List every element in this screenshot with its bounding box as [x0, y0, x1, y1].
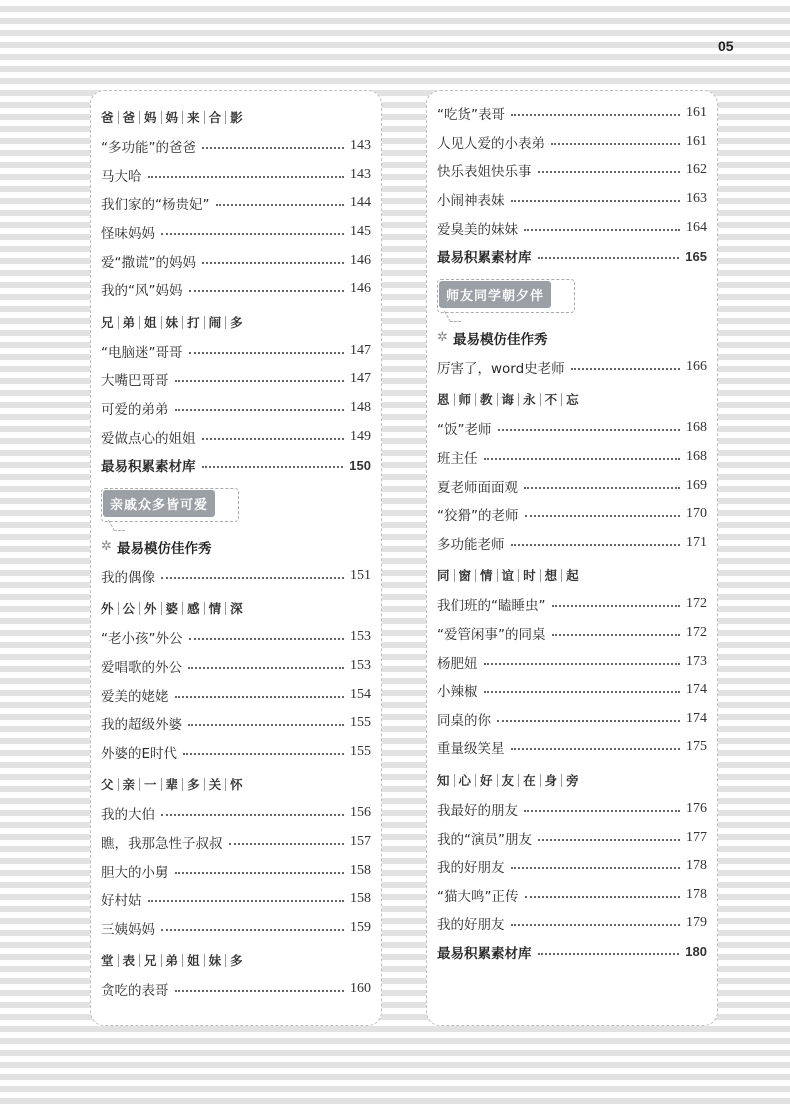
heading-char: 妹 — [205, 954, 227, 967]
entry-page-number: 172 — [686, 596, 707, 612]
entry-title: 三姨妈妈 — [101, 921, 155, 938]
entry-title: 我的“演员”朋友 — [437, 831, 532, 848]
dot-leader — [189, 290, 345, 292]
dot-leader — [188, 667, 344, 669]
toc-entry[interactable] — [101, 132, 371, 161]
entry-title: 好村姑 — [101, 893, 142, 910]
entry-page-number: 165 — [685, 248, 707, 264]
entry-title: 马大哈 — [101, 168, 142, 185]
entry-title: 贪吃的表哥 — [101, 983, 169, 1000]
heading-char: 兄 — [101, 316, 119, 329]
entry-page-number: 179 — [686, 915, 707, 931]
heading-char: 心 — [455, 774, 477, 787]
entry-title: 我最好的朋友 — [437, 802, 518, 819]
entry-page-number: 172 — [686, 625, 707, 641]
dot-leader — [524, 810, 680, 812]
category-tag — [437, 271, 707, 323]
entry-title: “饭”老师 — [437, 422, 492, 439]
section-heading — [437, 557, 707, 590]
entry-title: 外婆的E时代 — [101, 745, 178, 762]
entry-page-number: 171 — [686, 534, 707, 550]
dot-leader — [202, 438, 345, 440]
toc-entry[interactable] — [437, 471, 707, 500]
toc-entry[interactable] — [101, 975, 371, 1004]
entry-title: 爱臭美的妹妹 — [437, 221, 518, 238]
toc-entry[interactable] — [437, 185, 707, 214]
entry-title: 我们班的“瞌睡虫” — [437, 598, 546, 615]
toc-entry[interactable] — [101, 422, 371, 451]
dot-leader — [538, 953, 680, 955]
dot-leader — [484, 458, 681, 460]
toc-entry[interactable] — [437, 823, 707, 852]
entry-title: “猫大鸣”正传 — [437, 888, 519, 905]
heading-char: 姐 — [183, 954, 205, 967]
entry-title: 小辣椒 — [437, 684, 478, 701]
heading-char: 情 — [205, 602, 227, 615]
heading-char: 诲 — [498, 393, 520, 406]
section-heading — [101, 304, 371, 337]
entry-title: 最易积累素材库 — [437, 250, 532, 267]
heading-char: 多 — [230, 953, 243, 969]
heading-char: 忘 — [566, 392, 579, 408]
entry-page-number: 143 — [350, 166, 371, 182]
heading-char: 亲 — [119, 778, 141, 791]
toc-entry-highlight[interactable] — [437, 242, 707, 271]
heading-char: 深 — [230, 601, 243, 617]
entry-title: 可爱的弟弟 — [101, 402, 169, 419]
toc-entry[interactable] — [437, 619, 707, 648]
dot-leader — [161, 929, 344, 931]
heading-char: 外 — [140, 602, 162, 615]
toc-entry[interactable] — [101, 189, 371, 218]
heading-char: 公 — [119, 602, 141, 615]
entry-page-number: 158 — [350, 891, 371, 907]
entry-title: “电脑迷”哥哥 — [101, 344, 183, 361]
heading-char: 情 — [476, 569, 498, 582]
section-heading — [101, 590, 371, 623]
entry-page-number: 176 — [686, 800, 707, 816]
entry-title: 爱美的姥姥 — [101, 688, 169, 705]
heading-char: 感 — [183, 602, 205, 615]
dot-leader — [189, 352, 345, 354]
heading-char: 闹 — [205, 316, 227, 329]
entry-page-number: 157 — [350, 833, 371, 849]
dot-leader — [175, 380, 345, 382]
entry-page-number: 174 — [686, 682, 707, 698]
heading-char: 关 — [205, 778, 227, 791]
entry-title: 爱“撒谎”的妈妈 — [101, 254, 196, 271]
dot-leader — [188, 724, 344, 726]
heading-char: 弟 — [162, 954, 184, 967]
toc-entry[interactable] — [101, 799, 371, 828]
toc-entry[interactable] — [101, 913, 371, 942]
dot-leader — [161, 233, 344, 235]
dot-leader — [189, 638, 345, 640]
heading-char: 怀 — [230, 777, 243, 793]
toc-entry[interactable] — [437, 99, 707, 128]
entry-page-number: 158 — [350, 862, 371, 878]
dot-leader — [571, 368, 680, 370]
dot-leader — [202, 262, 344, 264]
entry-title: 厉害了，word史老师 — [437, 360, 565, 377]
entry-title: 重量级笑星 — [437, 741, 505, 758]
toc-entry[interactable] — [437, 443, 707, 472]
entry-page-number: 175 — [686, 739, 707, 755]
entry-title: 胆大的小舅 — [101, 864, 169, 881]
entry-title: “爱管闲事”的同桌 — [437, 627, 546, 644]
dot-leader — [161, 814, 344, 816]
section-heading — [101, 766, 371, 799]
entry-page-number: 168 — [686, 420, 707, 436]
toc-entry[interactable] — [437, 590, 707, 619]
entry-page-number: 166 — [686, 358, 707, 374]
toc-entry[interactable] — [101, 365, 371, 394]
heading-char: 起 — [566, 568, 579, 584]
heading-char: 姐 — [140, 316, 162, 329]
dot-leader — [148, 176, 345, 178]
dot-leader — [497, 720, 680, 722]
entry-title: 我的大伯 — [101, 807, 155, 824]
toc-entry[interactable] — [437, 156, 707, 185]
entry-title: 我的好朋友 — [437, 860, 505, 877]
dot-leader — [484, 691, 681, 693]
toc-entry[interactable] — [101, 738, 371, 767]
toc-entry[interactable] — [437, 353, 707, 382]
heading-char: 旁 — [566, 772, 579, 788]
heading-char: 弟 — [119, 316, 141, 329]
heading-char: 在 — [519, 774, 541, 787]
toc-entry-highlight[interactable] — [437, 938, 707, 967]
heading-char: 爸 — [119, 111, 141, 124]
subsection-label: 最易模仿佳作秀 — [117, 540, 212, 557]
toc-entry[interactable] — [437, 909, 707, 938]
entry-title: 我的超级外婆 — [101, 717, 182, 734]
entry-title: 多功能老师 — [437, 536, 505, 553]
toc-entry[interactable] — [101, 680, 371, 709]
entry-title: 怪味妈妈 — [101, 226, 155, 243]
heading-char: 不 — [541, 393, 563, 406]
entry-title: 最易积累素材库 — [101, 459, 196, 476]
heading-char: 时 — [519, 569, 541, 582]
dot-leader — [183, 753, 344, 755]
toc-entry[interactable] — [437, 500, 707, 529]
entry-title: 爱做点心的姐姐 — [101, 430, 196, 447]
entry-page-number: 164 — [686, 219, 707, 235]
dot-leader — [498, 429, 681, 431]
toc-entry[interactable] — [101, 246, 371, 275]
category-tag — [101, 480, 371, 532]
toc-entry[interactable] — [437, 213, 707, 242]
toc-entry[interactable] — [101, 856, 371, 885]
entry-title: 杨肥妞 — [437, 655, 478, 672]
entry-page-number: 178 — [686, 858, 707, 874]
entry-page-number: 177 — [686, 829, 707, 845]
heading-char: 窗 — [455, 569, 477, 582]
heading-char: 妹 — [162, 316, 184, 329]
toc-entry[interactable] — [101, 623, 371, 652]
entry-page-number: 156 — [350, 805, 371, 821]
heading-char: 妈 — [140, 111, 162, 124]
entry-title: 爱唱歌的外公 — [101, 660, 182, 677]
dot-leader — [551, 143, 680, 145]
entry-page-number: 150 — [349, 457, 371, 473]
heading-char: 谊 — [498, 569, 520, 582]
heading-char: 教 — [476, 393, 498, 406]
entry-title: 我们家的“杨贵妃” — [101, 197, 210, 214]
heading-char: 一 — [140, 778, 162, 791]
heading-char: 妈 — [162, 111, 184, 124]
heading-char: 知 — [437, 774, 455, 787]
toc-entry[interactable] — [101, 885, 371, 914]
toc-entry[interactable] — [101, 394, 371, 423]
toc-entry[interactable] — [437, 852, 707, 881]
entry-title: 小闹神表妹 — [437, 193, 505, 210]
dot-leader — [511, 114, 680, 116]
toc-column-left — [90, 90, 382, 1026]
toc-entry[interactable] — [437, 128, 707, 157]
toc-column-right — [426, 90, 718, 1026]
entry-page-number: 170 — [686, 506, 707, 522]
entry-title: “吃货”表哥 — [437, 107, 505, 124]
entry-page-number: 146 — [350, 252, 371, 268]
entry-page-number: 163 — [686, 191, 707, 207]
heading-char: 堂 — [101, 954, 119, 967]
entry-title: 同桌的你 — [437, 712, 491, 729]
dot-leader — [175, 696, 345, 698]
section-heading — [437, 762, 707, 795]
subsection-label: 最易模仿佳作秀 — [453, 331, 548, 348]
entry-title: 班主任 — [437, 451, 478, 468]
dot-leader — [524, 487, 680, 489]
entry-title: 我的好朋友 — [437, 917, 505, 934]
entry-title: 我的偶像 — [101, 569, 155, 586]
toc-entry[interactable] — [437, 529, 707, 558]
dot-leader — [229, 843, 345, 845]
heading-char: 合 — [205, 111, 227, 124]
dot-leader — [525, 515, 681, 517]
dot-leader — [484, 663, 681, 665]
entry-page-number: 151 — [350, 567, 371, 583]
dot-leader — [511, 924, 681, 926]
entry-page-number: 159 — [350, 919, 371, 935]
entry-page-number: 154 — [350, 686, 371, 702]
entry-title: 快乐表姐快乐事 — [437, 164, 532, 181]
entry-page-number: 149 — [350, 428, 371, 444]
entry-title: 人见人爱的小表弟 — [437, 135, 545, 152]
toc-entry[interactable] — [101, 828, 371, 857]
entry-page-number: 178 — [686, 886, 707, 902]
heading-char: 友 — [498, 774, 520, 787]
heading-char: 婆 — [162, 602, 184, 615]
heading-char: 同 — [437, 569, 455, 582]
entry-page-number: 148 — [350, 400, 371, 416]
heading-char: 表 — [119, 954, 141, 967]
heading-char: 恩 — [437, 393, 455, 406]
toc-entry[interactable] — [101, 275, 371, 304]
entry-page-number: 161 — [686, 105, 707, 121]
toc-entry[interactable] — [101, 709, 371, 738]
entry-page-number: 144 — [350, 195, 371, 211]
heading-char: 永 — [519, 393, 541, 406]
heading-char: 打 — [183, 316, 205, 329]
dot-leader — [511, 748, 681, 750]
toc-entry[interactable] — [101, 652, 371, 681]
toc-entry[interactable] — [101, 562, 371, 591]
section-heading — [437, 381, 707, 414]
heading-char: 辈 — [162, 778, 184, 791]
entry-page-number: 160 — [350, 981, 371, 997]
flower-icon: ✲ — [101, 539, 112, 555]
toc-entry-highlight[interactable] — [101, 451, 371, 480]
dot-leader — [552, 605, 681, 607]
entry-page-number: 155 — [350, 743, 371, 759]
flower-icon: ✲ — [437, 330, 448, 346]
dot-leader — [161, 577, 344, 579]
toc-entry[interactable] — [437, 414, 707, 443]
dot-leader — [148, 900, 345, 902]
dot-leader — [511, 544, 681, 546]
subsection-title — [437, 323, 707, 353]
heading-char: 来 — [183, 111, 205, 124]
heading-char: 想 — [541, 569, 563, 582]
dot-leader — [216, 204, 345, 206]
entry-page-number: 146 — [350, 281, 371, 297]
heading-char: 兄 — [140, 954, 162, 967]
heading-char: 影 — [230, 110, 243, 125]
heading-char: 身 — [541, 774, 563, 787]
section-heading — [101, 99, 371, 132]
entry-title: “多功能”的爸爸 — [101, 140, 196, 157]
entry-page-number: 153 — [350, 658, 371, 674]
toc-entry[interactable] — [437, 880, 707, 909]
dot-leader — [175, 409, 345, 411]
entry-page-number: 155 — [350, 715, 371, 731]
entry-page-number: 161 — [686, 133, 707, 149]
entry-title: 我的“风”妈妈 — [101, 283, 183, 300]
entry-page-number: 143 — [350, 138, 371, 154]
dot-leader — [511, 867, 681, 869]
entry-page-number: 173 — [686, 653, 707, 669]
heading-char: 多 — [230, 314, 243, 330]
entry-title: “老小孩”外公 — [101, 631, 183, 648]
dot-leader — [202, 466, 344, 468]
dot-leader — [538, 839, 680, 841]
toc-entry[interactable] — [437, 705, 707, 734]
entry-page-number: 145 — [350, 224, 371, 240]
entry-page-number: 162 — [686, 162, 707, 178]
dot-leader — [538, 171, 681, 173]
toc-entry[interactable] — [437, 676, 707, 705]
dot-leader — [511, 200, 681, 202]
entry-title: 夏老师面面观 — [437, 479, 518, 496]
heading-char: 父 — [101, 778, 119, 791]
toc-entry[interactable] — [437, 795, 707, 824]
heading-char: 爸 — [101, 111, 119, 124]
toc-entry[interactable] — [437, 733, 707, 762]
entry-title: 瞧，我那急性子叔叔 — [101, 835, 223, 852]
entry-page-number: 169 — [686, 477, 707, 493]
section-heading — [101, 942, 371, 975]
dot-leader — [525, 896, 681, 898]
dot-leader — [202, 147, 344, 149]
category-tag-label: 师友同学朝夕伴 — [439, 281, 551, 308]
entry-page-number: 174 — [686, 710, 707, 726]
dot-leader — [524, 229, 680, 231]
entry-page-number: 180 — [685, 944, 707, 960]
toc-entry[interactable] — [101, 218, 371, 247]
dot-leader — [538, 257, 680, 259]
entry-title: “狡猾”的老师 — [437, 508, 519, 525]
entry-page-number: 168 — [686, 449, 707, 465]
entry-page-number: 153 — [350, 629, 371, 645]
dot-leader — [552, 634, 681, 636]
heading-char: 外 — [101, 602, 119, 615]
heading-char: 多 — [183, 778, 205, 791]
heading-char: 师 — [455, 393, 477, 406]
entry-title: 最易积累素材库 — [437, 945, 532, 962]
dot-leader — [175, 990, 345, 992]
toc-entry[interactable] — [101, 337, 371, 366]
toc-entry[interactable] — [101, 161, 371, 190]
entry-page-number: 147 — [350, 342, 371, 358]
entry-page-number: 147 — [350, 371, 371, 387]
category-tag-label: 亲戚众多皆可爱 — [103, 490, 215, 517]
heading-char: 好 — [476, 774, 498, 787]
dot-leader — [175, 872, 345, 874]
subsection-title — [101, 532, 371, 562]
entry-title: 大嘴巴哥哥 — [101, 373, 169, 390]
toc-entry[interactable] — [437, 647, 707, 676]
page-number: 05 — [718, 38, 734, 54]
